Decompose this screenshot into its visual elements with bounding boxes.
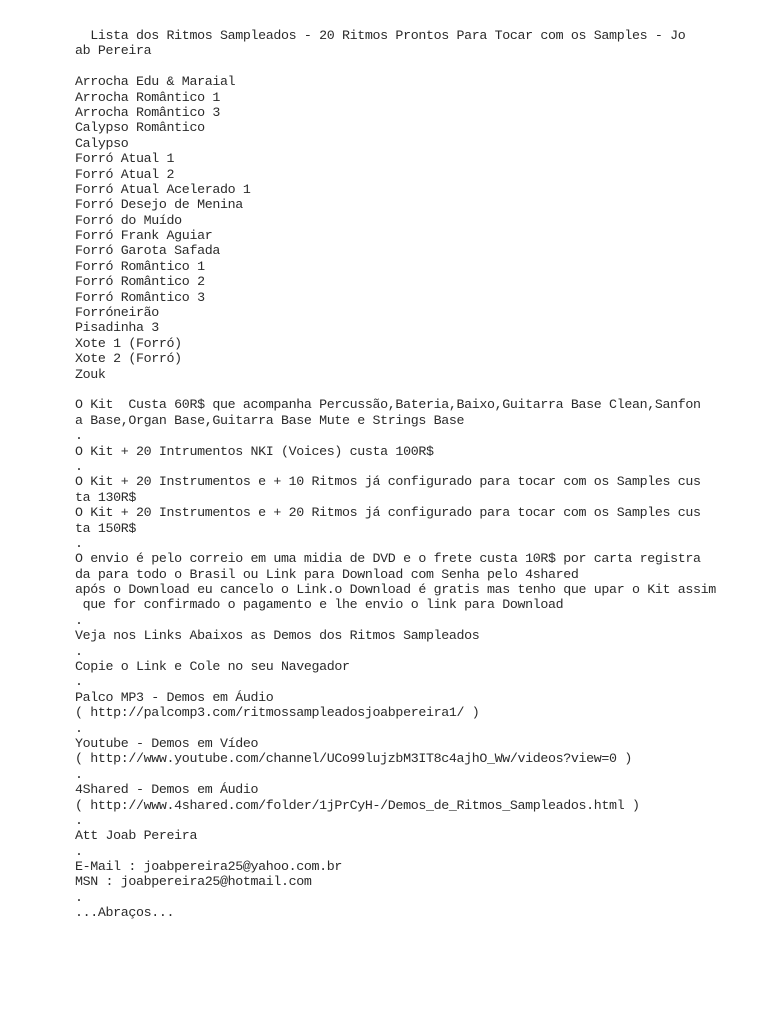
title-line: ab Pereira xyxy=(75,43,152,59)
rhythm-item: Forró Romântico 1 xyxy=(75,258,205,274)
rhythm-item: Forró Romântico 2 xyxy=(75,274,205,290)
link-url: ( http://palcomp3.com/ritmossampleadosjoabpereira1/ ) xyxy=(75,705,480,721)
shipping-line: da para todo o Brasil ou Link para Download com Senha pelo 4shared xyxy=(75,566,579,582)
separator-dot: . xyxy=(75,812,83,828)
signature-line: Att Joab Pereira xyxy=(75,828,198,844)
separator-dot: . xyxy=(75,720,83,736)
rhythm-item: Forróneirão xyxy=(75,305,159,321)
separator-dot: . xyxy=(75,612,83,628)
contact-line: E-Mail : joabpereira25@yahoo.com.br xyxy=(75,859,343,875)
title-line: Lista dos Ritmos Sampleados - 20 Ritmos Prontos Para Tocar com os Samples - Jo xyxy=(75,28,686,43)
kit-price-line: ta 150R$ xyxy=(75,520,137,536)
rhythm-item: Arrocha Romântico 1 xyxy=(75,89,220,105)
instruction-line: Copie o Link e Cole no seu Navegador xyxy=(75,659,350,675)
link-heading: 4Shared - Demos em Áudio xyxy=(75,782,259,798)
rhythm-list xyxy=(75,74,755,382)
rhythm-item: Zouk xyxy=(75,366,106,382)
rhythm-item: Forró Desejo de Menina xyxy=(75,197,243,213)
document-title xyxy=(75,28,755,59)
rhythm-item: Pisadinha 3 xyxy=(75,320,159,336)
separator-dot: . xyxy=(75,535,83,551)
link-url: ( http://www.youtube.com/channel/UCo99lujzbM3IT8c4ajhO_Ww/videos?view=0 ) xyxy=(75,751,632,767)
rhythm-item: Forró Atual Acelerado 1 xyxy=(75,181,251,197)
spacer xyxy=(75,382,755,397)
shipping-line: após o Download eu cancelo o Link.o Download é gratis mas tenho que upar o Kit assim xyxy=(75,582,716,598)
separator-dot: . xyxy=(75,766,83,782)
rhythm-item: Forró Atual 2 xyxy=(75,166,175,182)
rhythm-item: Forró Romântico 3 xyxy=(75,289,205,305)
rhythm-item: Forró do Muído xyxy=(75,212,182,228)
document-page xyxy=(75,28,755,921)
kit-price-line: O Kit + 20 Instrumentos e + 10 Ritmos já configurado para tocar com os Samples cus xyxy=(75,474,701,490)
separator-dot: . xyxy=(75,458,83,474)
rhythm-item: Forró Garota Safada xyxy=(75,243,220,259)
separator-dot: . xyxy=(75,674,83,690)
rhythm-item: Xote 1 (Forró) xyxy=(75,335,182,351)
kit-price-line: ta 130R$ xyxy=(75,489,137,505)
rhythm-item: Calypso Romântico xyxy=(75,120,205,136)
document-body xyxy=(75,397,755,920)
separator-dot: . xyxy=(75,643,83,659)
kit-price-line: a Base,Organ Base,Guitarra Base Mute e Strings Base xyxy=(75,412,465,428)
instruction-line: Veja nos Links Abaixos as Demos dos Ritmos Sampleados xyxy=(75,628,480,644)
rhythm-item: Forró Atual 1 xyxy=(75,151,175,167)
separator-dot: . xyxy=(75,889,83,905)
kit-price-line: O Kit + 20 Instrumentos e + 20 Ritmos já configurado para tocar com os Samples cus xyxy=(75,505,701,521)
link-heading: Youtube - Demos em Vídeo xyxy=(75,735,259,751)
rhythm-item: Xote 2 (Forró) xyxy=(75,351,182,367)
link-heading: Palco MP3 - Demos em Áudio xyxy=(75,689,274,705)
rhythm-item: Arrocha Romântico 3 xyxy=(75,104,220,120)
kit-price-line: O Kit + 20 Intrumentos NKI (Voices) custa 100R$ xyxy=(75,443,434,459)
kit-price-line: O Kit Custa 60R$ que acompanha Percussão,Bateria,Baixo,Guitarra Base Clean,Sanfon xyxy=(75,397,701,413)
rhythm-item: Calypso xyxy=(75,135,129,151)
contact-line: MSN : joabpereira25@hotmail.com xyxy=(75,874,312,890)
shipping-line: que for confirmado o pagamento e lhe envio o link para Download xyxy=(75,597,564,613)
separator-dot: . xyxy=(75,843,83,859)
spacer xyxy=(75,59,755,74)
closing-line: ...Abraços... xyxy=(75,905,175,921)
shipping-line: O envio é pelo correio em uma midia de DVD e o frete custa 10R$ por carta registra xyxy=(75,551,701,567)
rhythm-item: Forró Frank Aguiar xyxy=(75,228,213,244)
link-url: ( http://www.4shared.com/folder/1jPrCyH-/Demos_de_Ritmos_Sampleados.html ) xyxy=(75,797,640,813)
rhythm-item: Arrocha Edu & Maraial xyxy=(75,74,236,90)
separator-dot: . xyxy=(75,428,83,444)
